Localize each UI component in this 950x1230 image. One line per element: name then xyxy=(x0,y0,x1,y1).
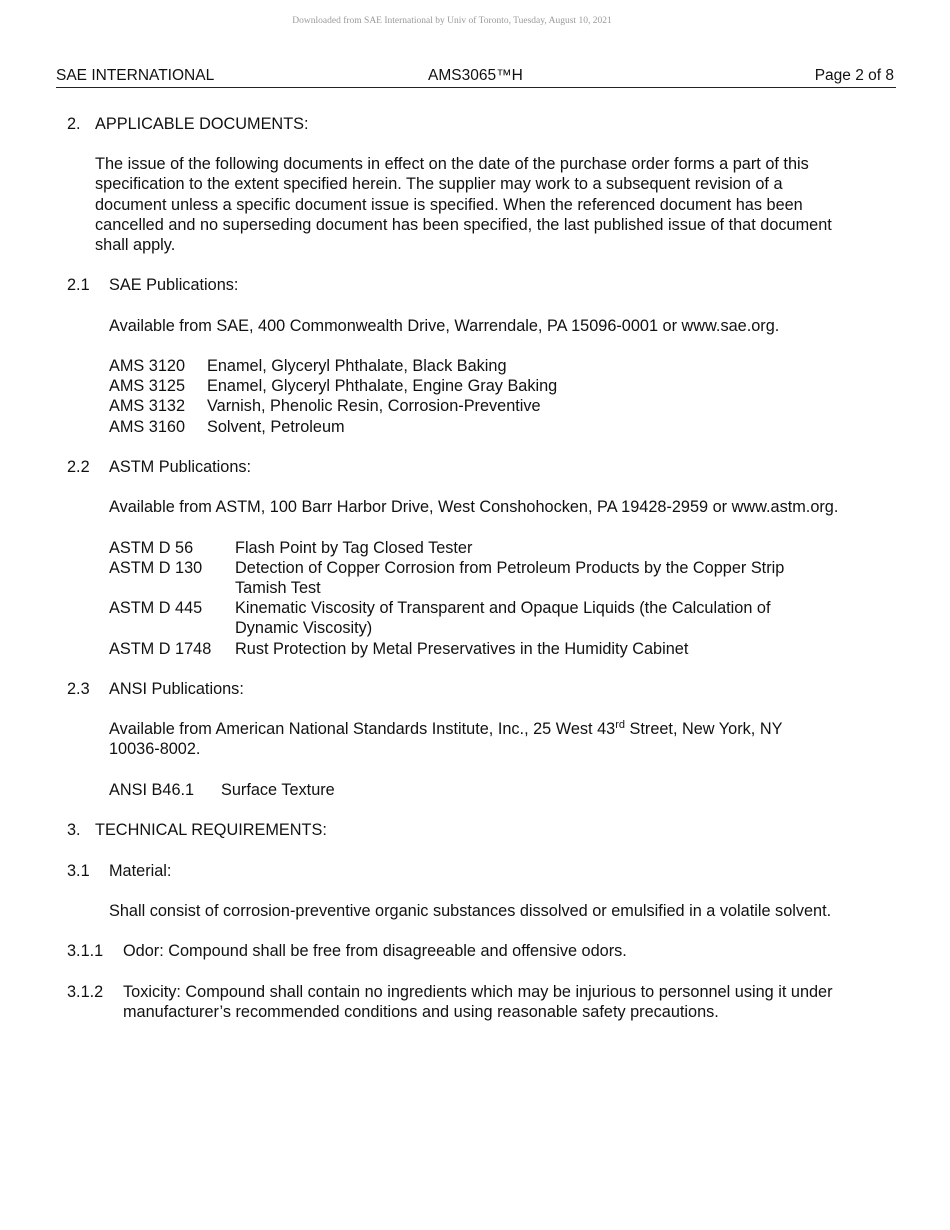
section-number: 2.2 xyxy=(67,458,90,476)
paragraph-line: Toxicity: Compound shall contain no ingredients which may be injurious to personnel using it under xyxy=(123,983,833,1001)
section-title: Material: xyxy=(109,862,172,880)
section-number: 2.3 xyxy=(67,680,90,698)
paragraph-line: manufacturer’s recommended conditions and using reasonable safety precautions. xyxy=(123,1003,719,1021)
section-number: 3.1.1 xyxy=(67,942,104,960)
reference-code: AMS 3132 xyxy=(109,397,186,415)
availability-text: Available from ASTM, 100 Barr Harbor Drive, West Conshohocken, PA 19428-2959 or www.astm.org. xyxy=(109,498,839,516)
reference-title: Kinematic Viscosity of Transparent and Opaque Liquids (the Calculation of xyxy=(235,599,771,617)
ordinal-superscript: rd xyxy=(615,719,625,731)
availability-text-continued: 10036-8002. xyxy=(109,740,201,758)
paragraph-line: shall apply. xyxy=(95,236,176,254)
section-number: 3.1.2 xyxy=(67,983,104,1001)
header-publisher: SAE INTERNATIONAL xyxy=(56,67,215,84)
download-watermark: Downloaded from SAE International by Univ of Toronto, Tuesday, August 10, 2021 xyxy=(292,16,612,26)
reference-code: ASTM D 1748 xyxy=(109,640,212,658)
availability-text: Available from SAE, 400 Commonwealth Drive, Warrendale, PA 15096-0001 or www.sae.org. xyxy=(109,317,780,335)
paragraph-line: cancelled and no superseding document has been specified, the last published issue of that document xyxy=(95,216,832,234)
header-doc-id: AMS3065™H xyxy=(428,67,523,84)
availability-text xyxy=(109,719,782,739)
header-rule xyxy=(56,87,896,88)
section-number: 2. xyxy=(67,115,81,133)
reference-title: Varnish, Phenolic Resin, Corrosion-Preventive xyxy=(207,397,541,415)
reference-title: Flash Point by Tag Closed Tester xyxy=(235,539,473,557)
reference-title: Solvent, Petroleum xyxy=(207,418,345,436)
reference-title: Detection of Copper Corrosion from Petroleum Products by the Copper Strip xyxy=(235,559,785,577)
reference-code: AMS 3125 xyxy=(109,377,186,395)
reference-code: ANSI B46.1 xyxy=(109,781,195,799)
section-number: 3.1 xyxy=(67,862,90,880)
reference-code: ASTM D 130 xyxy=(109,559,203,577)
reference-title: Enamel, Glyceryl Phthalate, Engine Gray Baking xyxy=(207,377,558,395)
section-title: APPLICABLE DOCUMENTS: xyxy=(95,115,309,133)
section-title: SAE Publications: xyxy=(109,276,239,294)
paragraph-line: specification to the extent specified herein. The supplier may work to a subsequent revision of a xyxy=(95,175,783,193)
reference-code: ASTM D 445 xyxy=(109,599,203,617)
reference-title: Rust Protection by Metal Preservatives in the Humidity Cabinet xyxy=(235,640,689,658)
paragraph-line: document unless a specific document issue is specified. When the referenced document has been xyxy=(95,196,803,214)
paragraph-line: The issue of the following documents in effect on the date of the purchase order forms a part of this xyxy=(95,155,809,173)
section-title: ANSI Publications: xyxy=(109,680,244,698)
section-number: 3. xyxy=(67,821,81,839)
reference-title-continued: Dynamic Viscosity) xyxy=(235,619,373,637)
header-page-number: Page 2 of 8 xyxy=(814,67,894,84)
section-title: TECHNICAL REQUIREMENTS: xyxy=(95,821,327,839)
reference-title: Enamel, Glyceryl Phthalate, Black Baking xyxy=(207,357,507,375)
section-number: 2.1 xyxy=(67,276,90,294)
availability-text-part: Available from American National Standards Institute, Inc., 25 West 43 xyxy=(109,720,616,738)
reference-code: AMS 3160 xyxy=(109,418,186,436)
paragraph-line: Odor: Compound shall be free from disagreeable and offensive odors. xyxy=(123,942,627,960)
paragraph-line: Shall consist of corrosion-preventive organic substances dissolved or emulsified in a volatile solvent. xyxy=(109,902,832,920)
availability-text-part: Street, New York, NY xyxy=(624,720,783,738)
reference-title: Surface Texture xyxy=(221,781,335,799)
reference-code: ASTM D 56 xyxy=(109,539,194,557)
reference-code: AMS 3120 xyxy=(109,357,186,375)
reference-title-continued: Tamish Test xyxy=(235,579,321,597)
section-title: ASTM Publications: xyxy=(109,458,252,476)
